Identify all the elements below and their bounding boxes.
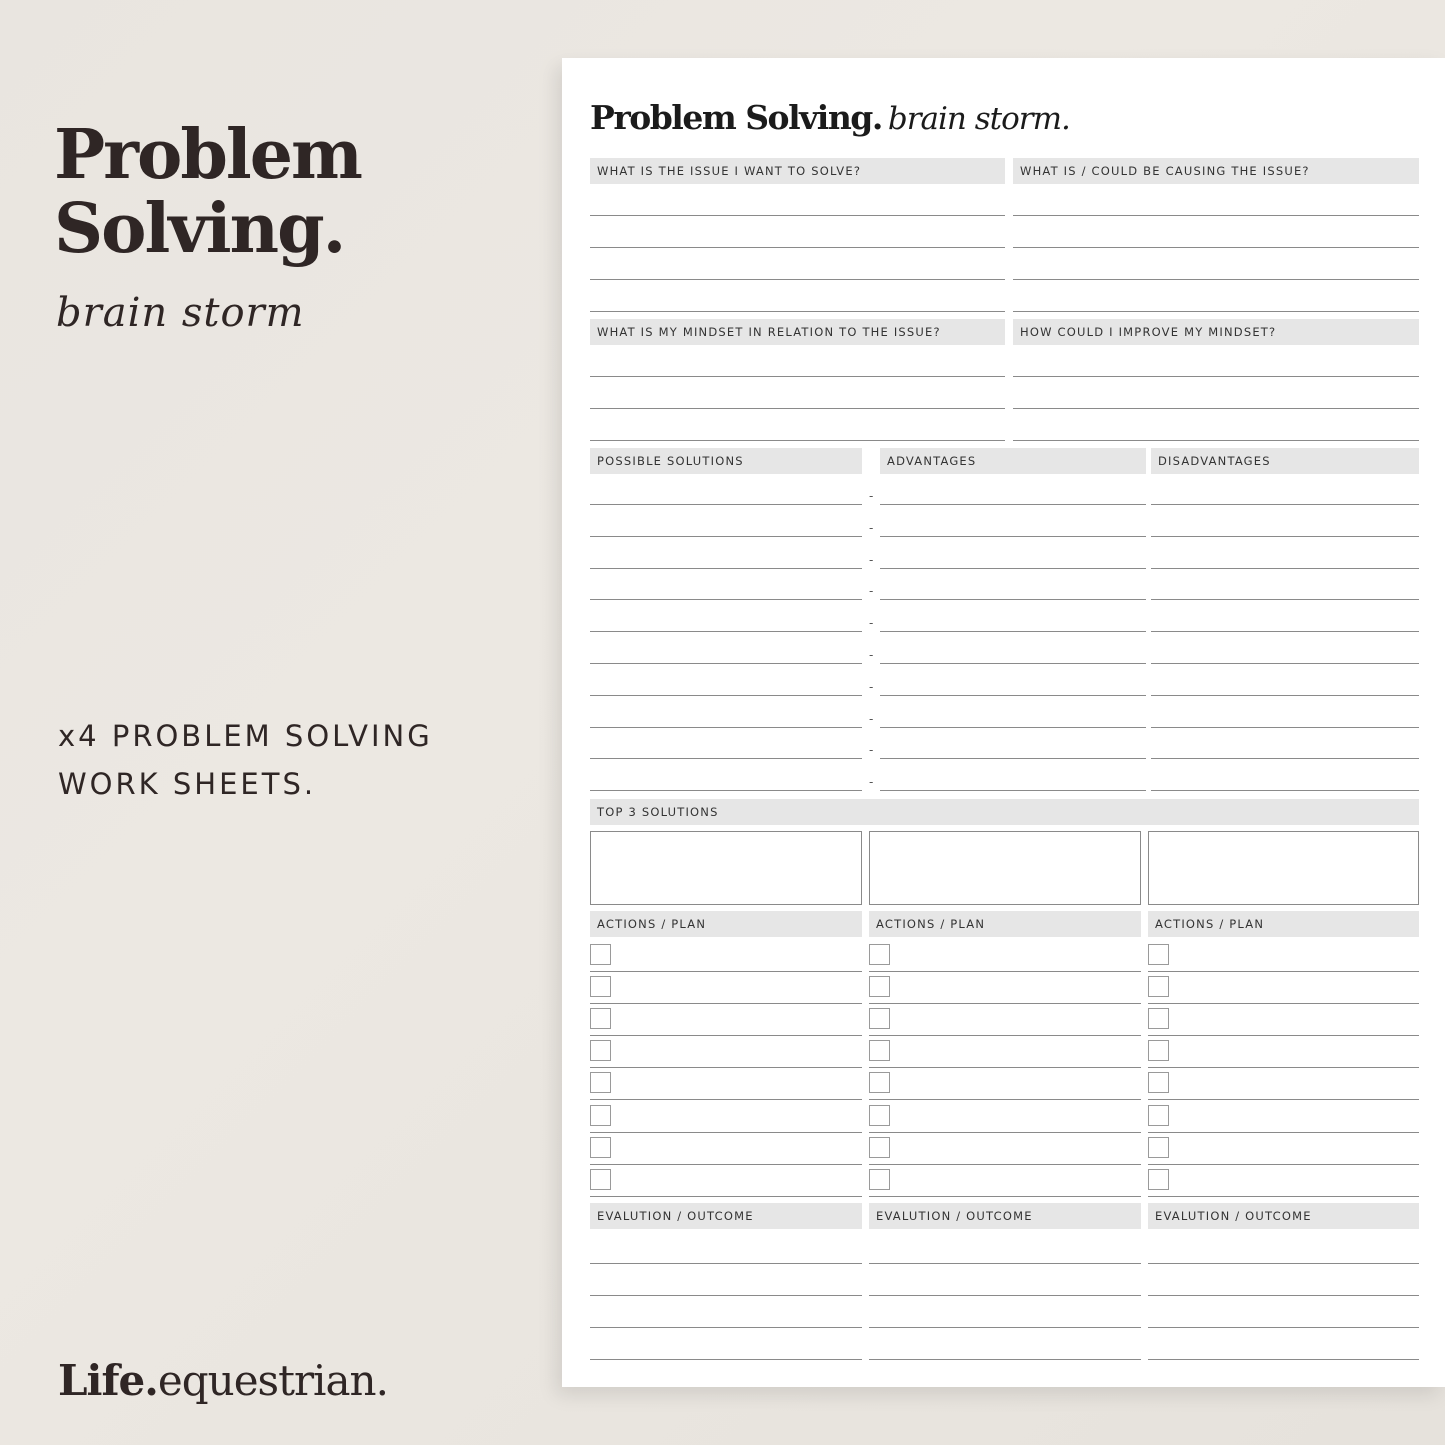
brand-rest: equestrian. bbox=[157, 1356, 388, 1405]
promo-panel bbox=[0, 0, 540, 1445]
action-checkbox-col2-4[interactable] bbox=[869, 1040, 890, 1061]
pro-con-dash-3: - bbox=[869, 552, 874, 567]
action-line-col1-7[interactable] bbox=[590, 1164, 862, 1165]
disadvantage-line-9[interactable] bbox=[1151, 758, 1419, 759]
evaluation-line-col3-1[interactable] bbox=[1148, 1263, 1419, 1264]
evaluation-line-col2-1[interactable] bbox=[869, 1263, 1141, 1264]
evaluation-header-2: EVALUTION / OUTCOME bbox=[869, 1203, 1141, 1229]
advantage-line-1[interactable] bbox=[880, 504, 1146, 505]
worksheet-title-sub: brain storm. bbox=[887, 101, 1070, 137]
brand-logo bbox=[58, 1356, 388, 1405]
action-checkbox-col1-4[interactable] bbox=[590, 1040, 611, 1061]
pro-con-dash-10: - bbox=[869, 775, 874, 790]
top-solution-box-1[interactable] bbox=[590, 831, 862, 905]
possible-solutions-header: POSSIBLE SOLUTIONS bbox=[590, 448, 862, 474]
action-checkbox-col3-7[interactable] bbox=[1148, 1137, 1169, 1158]
disadvantage-line-4[interactable] bbox=[1151, 599, 1419, 600]
advantage-line-7[interactable] bbox=[880, 695, 1146, 696]
disadvantage-line-6[interactable] bbox=[1151, 663, 1419, 664]
advantage-line-4[interactable] bbox=[880, 599, 1146, 600]
action-line-col3-2[interactable] bbox=[1148, 1003, 1419, 1004]
actions-plan-header-3: ACTIONS / PLAN bbox=[1148, 911, 1419, 937]
evaluation-line-col3-4[interactable] bbox=[1148, 1359, 1419, 1360]
advantage-line-3[interactable] bbox=[880, 568, 1146, 569]
disadvantage-line-8[interactable] bbox=[1151, 727, 1419, 728]
disadvantage-line-10[interactable] bbox=[1151, 790, 1419, 791]
issue-header: WHAT IS THE ISSUE I WANT TO SOLVE? bbox=[590, 158, 1005, 184]
cause-line-4[interactable] bbox=[1013, 311, 1419, 312]
improve-mindset-line-2[interactable] bbox=[1013, 408, 1419, 409]
action-checkbox-col2-7[interactable] bbox=[869, 1137, 890, 1158]
promo-description bbox=[58, 712, 498, 808]
pro-con-dash-9: - bbox=[869, 743, 874, 758]
actions-plan-header-1: ACTIONS / PLAN bbox=[590, 911, 862, 937]
action-checkbox-col2-3[interactable] bbox=[869, 1008, 890, 1029]
action-line-col1-8[interactable] bbox=[590, 1196, 862, 1197]
action-checkbox-col3-5[interactable] bbox=[1148, 1072, 1169, 1093]
solution-line-9[interactable] bbox=[590, 758, 862, 759]
advantage-line-5[interactable] bbox=[880, 631, 1146, 632]
worksheet-title-main: Problem Solving. bbox=[590, 98, 882, 137]
pro-con-dash-8: - bbox=[869, 711, 874, 726]
evaluation-header-3: EVALUTION / OUTCOME bbox=[1148, 1203, 1419, 1229]
brand-strong: Life. bbox=[58, 1356, 158, 1405]
solution-line-1[interactable] bbox=[590, 504, 862, 505]
action-checkbox-col2-5[interactable] bbox=[869, 1072, 890, 1093]
pro-con-dash-1: - bbox=[869, 489, 874, 503]
disadvantages-header: DISADVANTAGES bbox=[1151, 448, 1419, 474]
advantage-line-8[interactable] bbox=[880, 727, 1146, 728]
pro-con-dash-4: - bbox=[869, 584, 874, 599]
solution-line-10[interactable] bbox=[590, 790, 862, 791]
top-solution-box-3[interactable] bbox=[1148, 831, 1419, 905]
solution-line-8[interactable] bbox=[590, 727, 862, 728]
solution-line-3[interactable] bbox=[590, 568, 862, 569]
action-line-col2-1[interactable] bbox=[869, 971, 1141, 972]
evaluation-header-1: EVALUTION / OUTCOME bbox=[590, 1203, 862, 1229]
action-line-col1-5[interactable] bbox=[590, 1099, 862, 1100]
disadvantage-line-2[interactable] bbox=[1151, 536, 1419, 537]
evaluation-line-col1-3[interactable] bbox=[590, 1327, 862, 1328]
action-line-col2-6[interactable] bbox=[869, 1132, 1141, 1133]
improve-mindset-line-3[interactable] bbox=[1013, 440, 1419, 441]
promo-script-subtitle: brain storm bbox=[56, 290, 305, 336]
action-line-col2-5[interactable] bbox=[869, 1099, 1141, 1100]
promo-desc-line1: x4 PROBLEM SOLVING bbox=[58, 719, 433, 753]
solution-line-6[interactable] bbox=[590, 663, 862, 664]
action-line-col1-2[interactable] bbox=[590, 1003, 862, 1004]
evaluation-line-col1-1[interactable] bbox=[590, 1263, 862, 1264]
action-line-col2-4[interactable] bbox=[869, 1067, 1141, 1068]
disadvantage-line-7[interactable] bbox=[1151, 695, 1419, 696]
cause-line-3[interactable] bbox=[1013, 279, 1419, 280]
promo-title-line1: Problem bbox=[54, 115, 361, 195]
evaluation-line-col1-4[interactable] bbox=[590, 1359, 862, 1360]
action-line-col3-4[interactable] bbox=[1148, 1067, 1419, 1068]
action-checkbox-col2-6[interactable] bbox=[869, 1105, 890, 1126]
evaluation-line-col1-2[interactable] bbox=[590, 1295, 862, 1296]
cause-header: WHAT IS / COULD BE CAUSING THE ISSUE? bbox=[1013, 158, 1419, 184]
action-line-col1-3[interactable] bbox=[590, 1035, 862, 1036]
solution-line-5[interactable] bbox=[590, 631, 862, 632]
issue-line-4[interactable] bbox=[590, 311, 1005, 312]
improve-mindset-header: HOW COULD I IMPROVE MY MINDSET? bbox=[1013, 319, 1419, 345]
pro-con-dash-5: - bbox=[869, 616, 874, 631]
disadvantage-line-5[interactable] bbox=[1151, 631, 1419, 632]
action-checkbox-col1-7[interactable] bbox=[590, 1137, 611, 1158]
action-checkbox-col3-8[interactable] bbox=[1148, 1169, 1169, 1190]
action-checkbox-col3-4[interactable] bbox=[1148, 1040, 1169, 1061]
action-checkbox-col2-2[interactable] bbox=[869, 976, 890, 997]
action-checkbox-col2-1[interactable] bbox=[869, 944, 890, 965]
pro-con-dash-7: - bbox=[869, 679, 874, 694]
advantage-line-2[interactable] bbox=[880, 536, 1146, 537]
pro-con-dash-6: - bbox=[869, 648, 874, 662]
action-line-col3-1[interactable] bbox=[1148, 971, 1419, 972]
action-checkbox-col3-2[interactable] bbox=[1148, 976, 1169, 997]
mindset-header: WHAT IS MY MINDSET IN RELATION TO THE ISSUE? bbox=[590, 319, 1005, 345]
action-checkbox-col1-1[interactable] bbox=[590, 944, 611, 965]
solution-line-2[interactable] bbox=[590, 536, 862, 537]
advantage-line-9[interactable] bbox=[880, 758, 1146, 759]
evaluation-line-col2-4[interactable] bbox=[869, 1359, 1141, 1360]
promo-desc-line2: WORK SHEETS. bbox=[58, 767, 317, 801]
evaluation-line-col3-3[interactable] bbox=[1148, 1327, 1419, 1328]
mindset-line-2[interactable] bbox=[590, 408, 1005, 409]
top-solution-box-2[interactable] bbox=[869, 831, 1141, 905]
top3-solutions-header: TOP 3 SOLUTIONS bbox=[590, 799, 1419, 825]
action-line-col1-1[interactable] bbox=[590, 971, 862, 972]
action-checkbox-col1-3[interactable] bbox=[590, 1008, 611, 1029]
action-checkbox-col3-6[interactable] bbox=[1148, 1105, 1169, 1126]
actions-plan-header-2: ACTIONS / PLAN bbox=[869, 911, 1141, 937]
action-line-col3-7[interactable] bbox=[1148, 1164, 1419, 1165]
evaluation-line-col2-2[interactable] bbox=[869, 1295, 1141, 1296]
action-checkbox-col1-8[interactable] bbox=[590, 1169, 611, 1190]
action-line-col1-4[interactable] bbox=[590, 1067, 862, 1068]
worksheet-title bbox=[590, 98, 1070, 137]
action-line-col2-3[interactable] bbox=[869, 1035, 1141, 1036]
cause-line-2[interactable] bbox=[1013, 247, 1419, 248]
evaluation-line-col2-3[interactable] bbox=[869, 1327, 1141, 1328]
pro-con-dash-2: - bbox=[869, 520, 874, 535]
action-checkbox-col3-1[interactable] bbox=[1148, 944, 1169, 965]
disadvantage-line-3[interactable] bbox=[1151, 568, 1419, 569]
worksheet-page bbox=[562, 58, 1445, 1387]
action-line-col3-3[interactable] bbox=[1148, 1035, 1419, 1036]
promo-title-line2: Solving. bbox=[54, 189, 345, 269]
action-checkbox-col3-3[interactable] bbox=[1148, 1008, 1169, 1029]
action-line-col2-7[interactable] bbox=[869, 1164, 1141, 1165]
action-checkbox-col1-5[interactable] bbox=[590, 1072, 611, 1093]
action-line-col1-6[interactable] bbox=[590, 1132, 862, 1133]
action-line-col3-6[interactable] bbox=[1148, 1132, 1419, 1133]
action-checkbox-col2-8[interactable] bbox=[869, 1169, 890, 1190]
cause-line-1[interactable] bbox=[1013, 215, 1419, 216]
issue-line-2[interactable] bbox=[590, 247, 1005, 248]
action-line-col2-8[interactable] bbox=[869, 1196, 1141, 1197]
advantage-line-10[interactable] bbox=[880, 790, 1146, 791]
advantage-line-6[interactable] bbox=[880, 663, 1146, 664]
mindset-line-3[interactable] bbox=[590, 440, 1005, 441]
issue-line-1[interactable] bbox=[590, 215, 1005, 216]
advantages-header: ADVANTAGES bbox=[880, 448, 1146, 474]
disadvantage-line-1[interactable] bbox=[1151, 504, 1419, 505]
solution-line-7[interactable] bbox=[590, 695, 862, 696]
evaluation-line-col3-2[interactable] bbox=[1148, 1295, 1419, 1296]
action-line-col3-8[interactable] bbox=[1148, 1196, 1419, 1197]
mindset-line-1[interactable] bbox=[590, 376, 1005, 377]
action-checkbox-col1-6[interactable] bbox=[590, 1105, 611, 1126]
action-checkbox-col1-2[interactable] bbox=[590, 976, 611, 997]
issue-line-3[interactable] bbox=[590, 279, 1005, 280]
improve-mindset-line-1[interactable] bbox=[1013, 376, 1419, 377]
action-line-col2-2[interactable] bbox=[869, 1003, 1141, 1004]
promo-title bbox=[54, 115, 361, 269]
action-line-col3-5[interactable] bbox=[1148, 1099, 1419, 1100]
solution-line-4[interactable] bbox=[590, 599, 862, 600]
